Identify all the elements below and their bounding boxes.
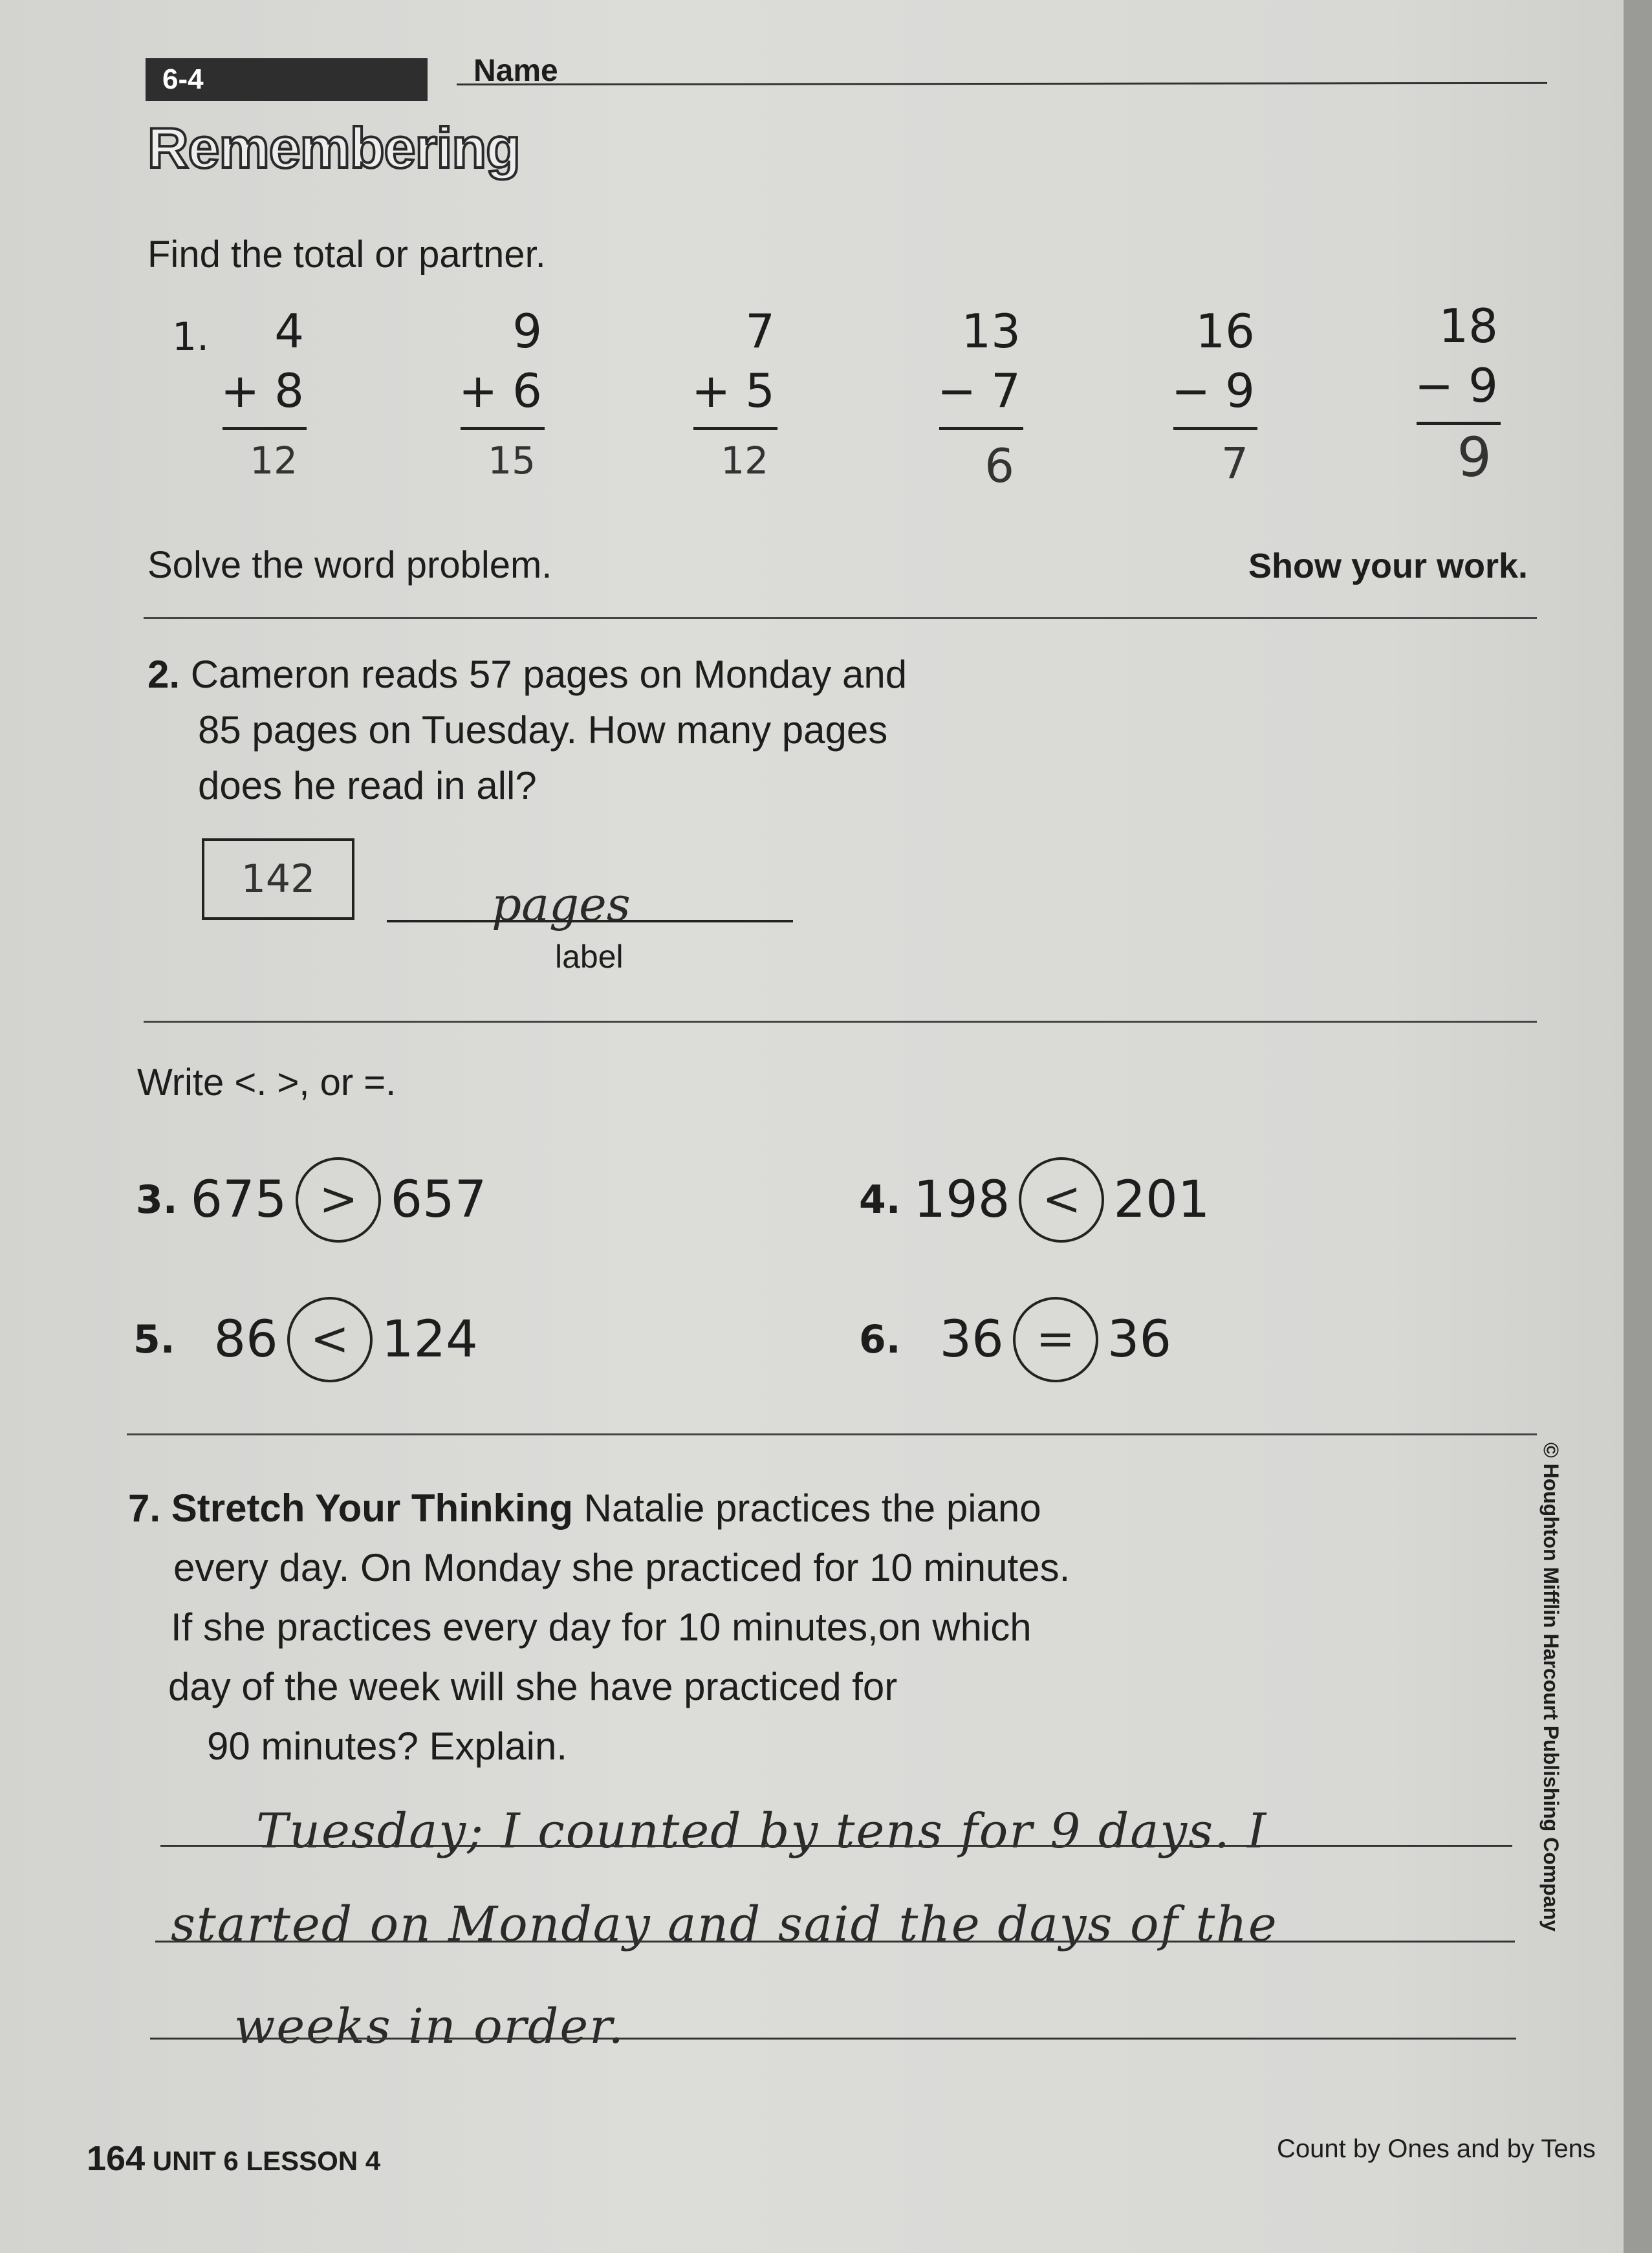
lesson-title: Count by Ones and by Tens <box>1277 2135 1596 2163</box>
addend-bottom: + 5 <box>691 364 775 418</box>
handwritten-answer-line: weeks in order. <box>234 1999 625 2054</box>
difference-bar <box>939 427 1023 430</box>
compare-circle[interactable]: > <box>296 1157 381 1243</box>
addend-bottom: + 6 <box>458 364 542 418</box>
word-problem-line: does he read in all? <box>198 764 537 807</box>
word-problem-line: 85 pages on Tuesday. How many pages <box>198 708 888 752</box>
item-number: 4. <box>859 1177 901 1223</box>
minuend: 13 <box>961 304 1021 358</box>
label-caption: label <box>555 939 624 975</box>
footer-left <box>87 2139 380 2179</box>
compare-item <box>136 1158 486 1242</box>
right-number: 124 <box>381 1311 478 1369</box>
show-your-work-label: Show your work. <box>1248 547 1528 585</box>
copyright-notice: © Houghton Mifflin Harcourt Publishing Company <box>1539 1442 1563 1932</box>
item-number: 6. <box>859 1317 901 1362</box>
problem-line: If she practices every day for 10 minutes,on which <box>171 1605 1032 1649</box>
section2-instruction: Solve the word problem. <box>147 544 552 586</box>
answer-line[interactable] <box>150 2038 1516 2040</box>
addend-top: 4 <box>274 304 304 358</box>
section1-instruction: Find the total or partner. <box>147 234 546 276</box>
problem-line: 90 minutes? Explain. <box>207 1725 567 1768</box>
stretch-heading: Stretch Your Thinking <box>171 1486 573 1530</box>
page-title: Remembering <box>147 116 520 180</box>
difference-bar <box>1417 422 1501 425</box>
answer-box[interactable]: 142 <box>202 838 354 920</box>
compare-circle[interactable]: < <box>1019 1157 1104 1243</box>
section3-instruction: Write <. >, or =. <box>137 1061 397 1104</box>
divider <box>144 1021 1537 1023</box>
unit-lesson: UNIT 6 LESSON 4 <box>152 2146 381 2176</box>
right-number: 201 <box>1113 1171 1210 1229</box>
left-number: 36 <box>939 1311 1004 1369</box>
handwritten-answer-line: Tuesday; I counted by tens for 9 days. I <box>256 1803 1268 1859</box>
sum-bar <box>461 427 545 430</box>
compare-item <box>859 1298 1171 1382</box>
compare-item <box>859 1158 1210 1242</box>
answer-line[interactable] <box>160 1845 1512 1847</box>
left-number: 675 <box>190 1171 287 1229</box>
left-number: 198 <box>913 1171 1010 1229</box>
addend-top: 9 <box>512 304 542 358</box>
minuend: 16 <box>1195 304 1255 358</box>
addend-top: 7 <box>745 304 775 358</box>
lesson-tag: 6-4 <box>146 58 428 101</box>
compare-item <box>133 1298 478 1382</box>
word-problem-line: Cameron reads 57 pages on Monday and <box>190 653 908 696</box>
right-number: 36 <box>1107 1311 1172 1369</box>
name-label: Name <box>473 54 558 88</box>
sum-bar <box>223 427 307 430</box>
item-number: 3. <box>136 1177 178 1223</box>
problem-1-label: 1. <box>172 314 210 360</box>
stretch-thinking-problem <box>128 1479 1228 1776</box>
label-answer-handwritten: pages <box>492 877 631 931</box>
answer-handwritten: 12 <box>721 439 768 483</box>
divider <box>127 1433 1537 1435</box>
word-problem <box>147 647 988 814</box>
item-number: 5. <box>133 1317 175 1362</box>
compare-circle[interactable]: = <box>1013 1297 1098 1382</box>
difference-bar <box>1173 427 1257 430</box>
answer-handwritten: 12 <box>250 439 298 483</box>
compare-circle[interactable]: < <box>287 1297 373 1382</box>
subtrahend: − 9 <box>1171 364 1255 418</box>
minuend: 18 <box>1439 299 1498 353</box>
label-line <box>387 920 793 922</box>
page-number: 164 <box>87 2139 146 2178</box>
answer-handwritten: 15 <box>488 439 536 483</box>
page-edge <box>1624 0 1652 2253</box>
answer-handwritten: 9 <box>1457 426 1492 489</box>
left-number: 86 <box>213 1311 278 1369</box>
problem-line: day of the week will she have practiced for <box>168 1665 898 1708</box>
name-line <box>457 82 1547 85</box>
problem-line: Natalie practices the piano <box>583 1486 1041 1530</box>
subtrahend: − 7 <box>937 364 1021 418</box>
sum-bar <box>693 427 777 430</box>
problem-number: 2. <box>147 653 180 696</box>
subtrahend: − 9 <box>1414 358 1498 413</box>
answer-handwritten: 7 <box>1221 439 1248 488</box>
addend-bottom: + 8 <box>220 364 304 418</box>
divider <box>144 617 1537 619</box>
right-number: 657 <box>390 1171 487 1229</box>
problem-line: every day. On Monday she practiced for 10 minutes. <box>173 1546 1071 1589</box>
answer-handwritten: 6 <box>984 439 1014 493</box>
problem-number: 7. <box>128 1486 161 1530</box>
answer-line[interactable] <box>155 1941 1515 1943</box>
handwritten-answer-line: started on Monday and said the days of the <box>171 1897 1278 1952</box>
